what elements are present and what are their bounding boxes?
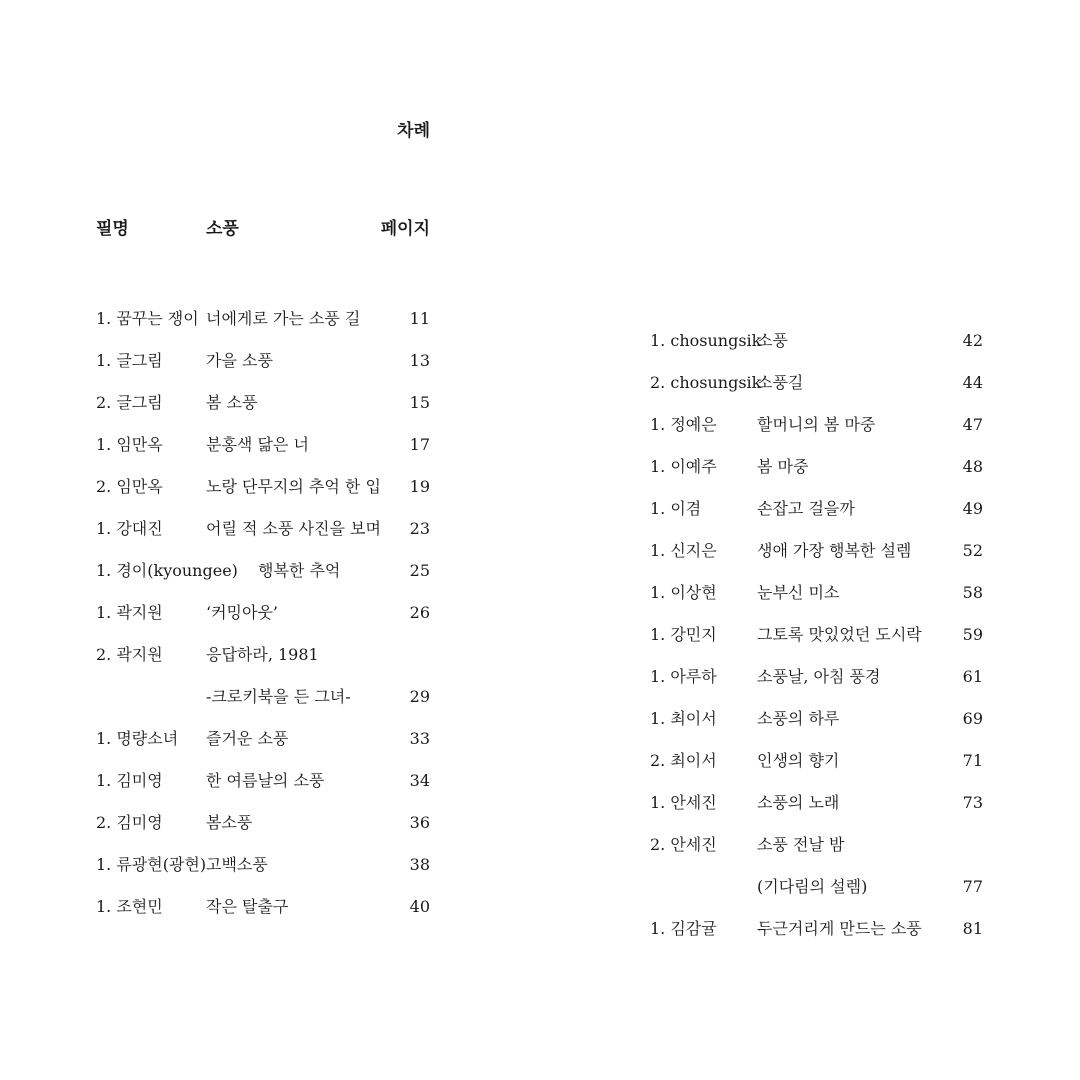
pen-name: 1. 김감귤 xyxy=(650,919,717,938)
page-number: 58 xyxy=(962,583,983,602)
pen-name: 1. 이상현 xyxy=(650,583,717,602)
entry-title: 봄소풍 xyxy=(206,813,253,832)
page-number: 40 xyxy=(409,897,430,916)
entry-title: 너에게로 가는 소풍 길 xyxy=(206,309,361,328)
entry-title: (기다림의 설렘) xyxy=(757,877,868,896)
toc-entry xyxy=(650,572,983,614)
toc-entry xyxy=(96,466,430,508)
page-number: 38 xyxy=(409,855,430,874)
column-headers xyxy=(96,214,430,240)
toc-list-right xyxy=(650,320,983,950)
pen-name: 1. 김미영 xyxy=(96,771,163,790)
toc-entry xyxy=(650,866,983,908)
toc-entry xyxy=(96,298,430,340)
toc-heading: 차례 xyxy=(397,121,430,141)
entry-title: ‘커밍아웃’ xyxy=(206,603,278,622)
toc-entry xyxy=(96,424,430,466)
toc-entry xyxy=(96,550,430,592)
entry-title: -크로키북을 든 그녀- xyxy=(206,687,351,706)
entry-title: 가을 소풍 xyxy=(206,351,273,370)
pen-name: 1. 임만옥 xyxy=(96,435,163,454)
entry-title: 인생의 향기 xyxy=(757,751,840,770)
page-number: 42 xyxy=(962,331,983,350)
page-number: 29 xyxy=(409,687,430,706)
entry-title: 소풍 xyxy=(757,331,788,350)
toc-entry xyxy=(96,340,430,382)
entry-title: 할머니의 봄 마중 xyxy=(757,415,876,434)
entry-title: 소풍의 하루 xyxy=(757,709,840,728)
page-number: 59 xyxy=(962,625,983,644)
pen-name: 2. 임만옥 xyxy=(96,477,163,496)
entry-title: 소풍날, 아침 풍경 xyxy=(757,667,881,686)
entry-title: 행복한 추억 xyxy=(258,561,341,580)
pen-name: 2. 김미영 xyxy=(96,813,163,832)
entry-title: 소풍 전날 밤 xyxy=(757,835,845,854)
toc-entry xyxy=(650,320,983,362)
title-header: 소풍 xyxy=(206,219,239,239)
entry-title: 작은 탈출구 xyxy=(206,897,289,916)
entry-title: 손잡고 걸을까 xyxy=(757,499,855,518)
toc-entry xyxy=(650,698,983,740)
page-number: 69 xyxy=(962,709,983,728)
toc-entry xyxy=(650,908,983,950)
page-number: 33 xyxy=(409,729,430,748)
entry-title: 눈부신 미소 xyxy=(757,583,840,602)
entry-title: 소풍의 노래 xyxy=(757,793,840,812)
pen-name: 1. 강대진 xyxy=(96,519,163,538)
pen-name: 1. 글그림 xyxy=(96,351,163,370)
toc-entry xyxy=(96,844,430,886)
entry-title: 생애 가장 행복한 설렘 xyxy=(757,541,912,560)
toc-entry xyxy=(650,530,983,572)
entry-title: 봄 마중 xyxy=(757,457,809,476)
page-number: 47 xyxy=(962,415,983,434)
toc-entry xyxy=(650,488,983,530)
page-number: 48 xyxy=(962,457,983,476)
entry-title: 고백소풍 xyxy=(206,855,268,874)
page-number: 52 xyxy=(962,541,983,560)
page-number: 71 xyxy=(962,751,983,770)
pen-name-header: 필명 xyxy=(96,219,129,239)
toc-entry xyxy=(96,676,430,718)
pen-name: 1. 조현민 xyxy=(96,897,163,916)
entry-title: 한 여름날의 소풍 xyxy=(206,771,325,790)
page-number: 77 xyxy=(962,877,983,896)
page-number: 44 xyxy=(962,373,983,392)
page-number: 15 xyxy=(409,393,430,412)
pen-name: 1. 최이서 xyxy=(650,709,717,728)
entry-title: 두근거리게 만드는 소풍 xyxy=(757,919,922,938)
entry-title: 분홍색 닮은 너 xyxy=(206,435,309,454)
pen-name: 1. 이겸 xyxy=(650,499,702,518)
pen-name: 1. chosungsik xyxy=(650,331,762,350)
pen-name: 1. 꿈꾸는 쟁이 xyxy=(96,309,199,328)
entry-title: 소풍길 xyxy=(757,373,804,392)
page-number: 26 xyxy=(409,603,430,622)
page-number: 13 xyxy=(409,351,430,370)
page-header: 페이지 xyxy=(380,219,430,239)
pen-name: 2. 안세진 xyxy=(650,835,717,854)
toc-entry xyxy=(96,802,430,844)
pen-name: 1. 경이(kyoungee) xyxy=(96,561,238,580)
pen-name: 2. 글그림 xyxy=(96,393,163,412)
pen-name: 1. 곽지원 xyxy=(96,603,163,622)
pen-name: 1. 이예주 xyxy=(650,457,717,476)
page-number: 17 xyxy=(409,435,430,454)
page-number: 61 xyxy=(962,667,983,686)
pen-name: 1. 명량소녀 xyxy=(96,729,179,748)
entry-title: 어릴 적 소풍 사진을 보며 xyxy=(206,519,381,538)
toc-entry xyxy=(96,760,430,802)
toc-entry xyxy=(96,382,430,424)
pen-name: 1. 안세진 xyxy=(650,793,717,812)
pen-name: 1. 강민지 xyxy=(650,625,717,644)
toc-entry xyxy=(650,446,983,488)
page-number: 49 xyxy=(962,499,983,518)
pen-name: 1. 아루하 xyxy=(650,667,717,686)
pen-name: 1. 정예은 xyxy=(650,415,717,434)
toc-entry xyxy=(96,718,430,760)
toc-entry xyxy=(96,634,430,676)
page-number: 73 xyxy=(962,793,983,812)
entry-title: 그토록 맛있었던 도시락 xyxy=(757,625,922,644)
page-number: 19 xyxy=(409,477,430,496)
page-number: 11 xyxy=(409,309,430,328)
toc-entry xyxy=(650,782,983,824)
entry-title: 노랑 단무지의 추억 한 입 xyxy=(206,477,381,496)
pen-name: 1. 류광현(광현) xyxy=(96,855,207,874)
toc-entry xyxy=(650,404,983,446)
pen-name: 2. 최이서 xyxy=(650,751,717,770)
pen-name: 1. 신지은 xyxy=(650,541,717,560)
entry-title: 봄 소풍 xyxy=(206,393,258,412)
page-number: 34 xyxy=(409,771,430,790)
pen-name: 2. chosungsik xyxy=(650,373,762,392)
toc-entry xyxy=(650,740,983,782)
page-number: 23 xyxy=(409,519,430,538)
toc-entry xyxy=(650,656,983,698)
entry-title: 즐거운 소풍 xyxy=(206,729,289,748)
toc-entry xyxy=(96,886,430,928)
entry-title: 응답하라, 1981 xyxy=(206,645,319,664)
toc-entry xyxy=(650,824,983,866)
toc-entry xyxy=(650,362,983,404)
toc-entry xyxy=(96,508,430,550)
toc-entry xyxy=(650,614,983,656)
pen-name: 2. 곽지원 xyxy=(96,645,163,664)
page-number: 36 xyxy=(409,813,430,832)
toc-list-left xyxy=(96,298,430,928)
page-number: 81 xyxy=(962,919,983,938)
page-number: 25 xyxy=(409,561,430,580)
toc-entry xyxy=(96,592,430,634)
